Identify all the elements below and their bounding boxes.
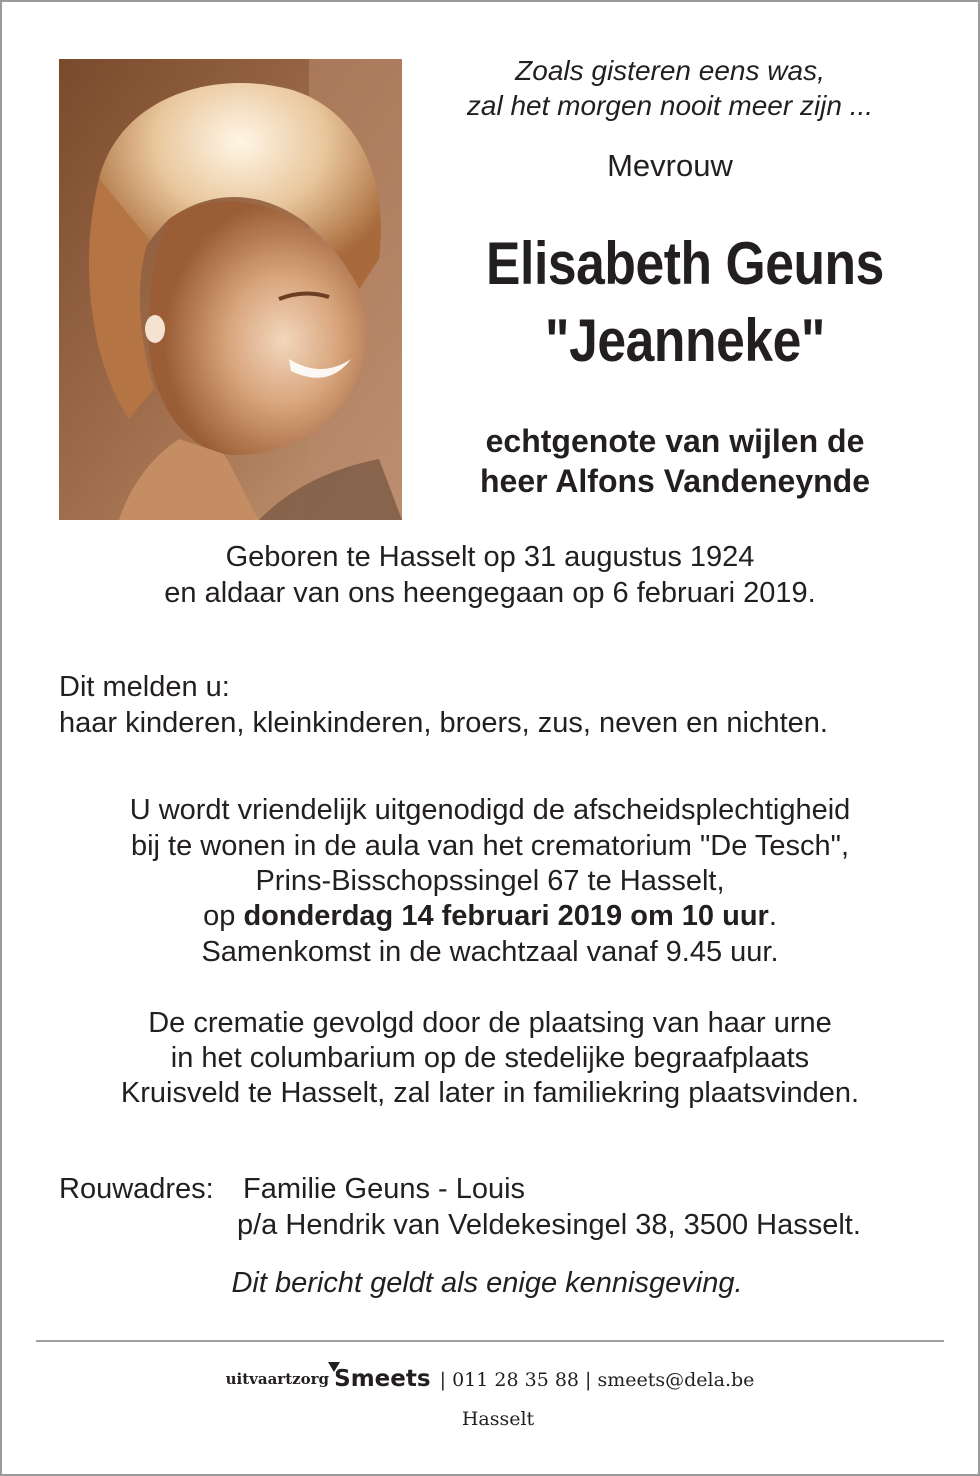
ceremony-line-2: bij te wonen in de aula van het crematorium "De Tesch", [130,830,850,862]
address-street: p/a Hendrik van Veldekesingel 38, 3500 Hasselt. [237,1209,861,1241]
spouse-line-2: heer Alfons Vandeneynde [479,463,871,499]
brand-triangle-icon [328,1362,340,1372]
address-label: Rouwadres: [59,1173,214,1205]
ceremony-line-1: U wordt vriendelijk uitgenodigd de afscheidsplechtigheid [129,794,851,826]
address-name: Familie Geuns - Louis [243,1173,526,1205]
announcers-list: haar kinderen, kleinkinderen, broers, zus, neven en nichten. [59,707,828,739]
announcers-intro: Dit melden u: [59,671,230,703]
cremation-line-3: Kruisveld te Hasselt, zal later in familiekring plaatsvinden. [120,1077,860,1109]
birth-line: Geboren te Hasselt op 31 augustus 1924 [225,541,755,573]
notice: Dit bericht geldt als enige kennisgeving. [231,1267,743,1299]
deceased-name: Elisabeth Geuns [486,230,884,297]
gathering-line: Samenkomst in de wachtzaal vanaf 9.45 uur. [201,936,779,968]
ceremony-date-suffix: . [768,900,777,932]
funeral-home-contact: | 011 28 35 88 | smeets@dela.be [439,1369,755,1391]
quote-line-2: zal het morgen nooit meer zijn ... [466,90,874,121]
funeral-home-prefix: uitvaartzorg [225,1370,330,1388]
funeral-home-city: Hasselt [461,1408,535,1430]
funeral-home-brand-wrap [334,1366,430,1392]
funeral-home-brand: Smeets [334,1366,431,1392]
spouse-line-1: echtgenote van wijlen de [485,423,865,459]
ceremony-date: donderdag 14 februari 2019 om 10 uur [243,900,769,932]
cremation-line-1: De crematie gevolgd door de plaatsing van haar urne [148,1007,832,1039]
honorific: Mevrouw [607,148,733,183]
ceremony-date-prefix: op [203,900,244,932]
ceremony-date-line [0,898,980,934]
ceremony-line-3: Prins-Bisschopssingel 67 te Hasselt, [255,865,725,897]
portrait-photo [59,59,402,520]
cremation-line-2: in het columbarium op de stedelijke begraafplaats [170,1042,810,1074]
death-line: en aldaar van ons heengegaan op 6 februari 2019. [164,577,816,609]
funeral-home-line [0,1366,980,1392]
quote-line-1: Zoals gisteren eens was, [515,55,825,86]
footer-divider [36,1340,944,1342]
deceased-nickname: "Jeanneke" [545,307,825,374]
